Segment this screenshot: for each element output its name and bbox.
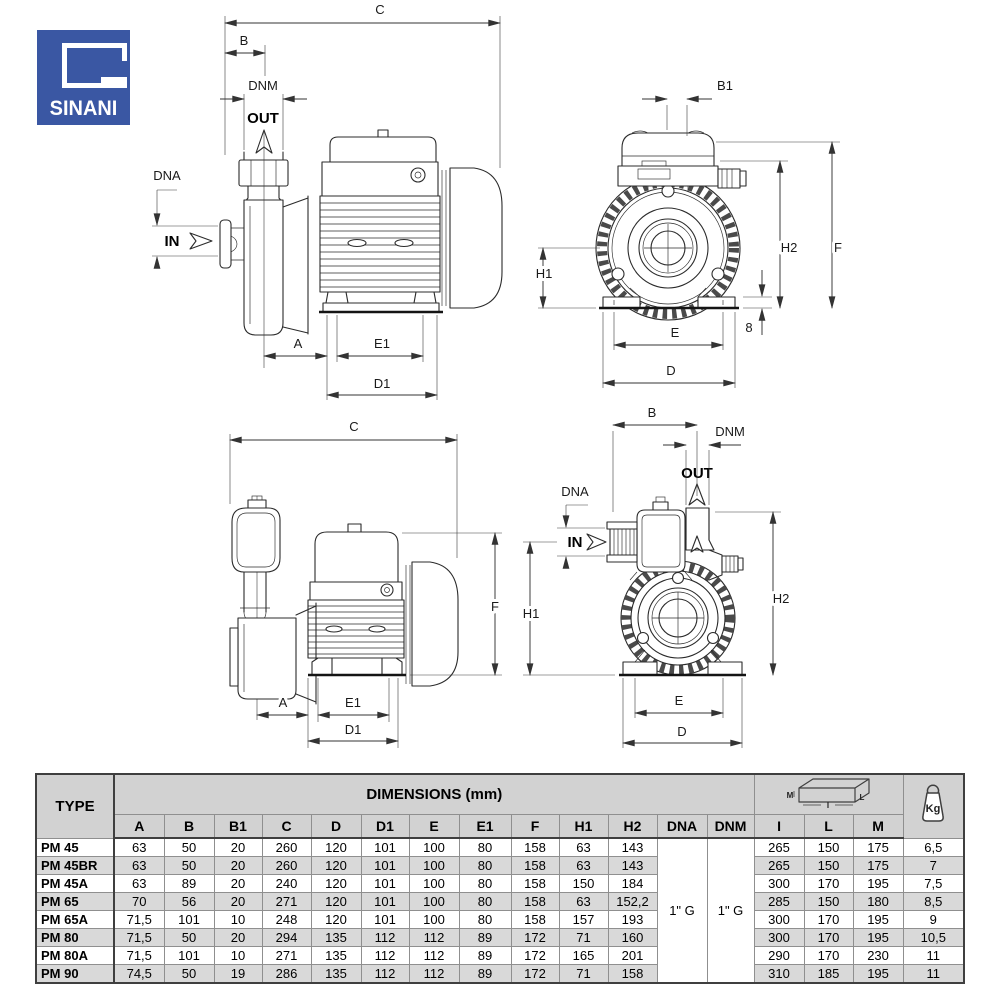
dim-value-cell: 150 (559, 875, 608, 893)
dim-label-dnm: DNM (715, 424, 745, 439)
dim-label-e: E (670, 325, 680, 340)
package-value-cell: 170 (804, 911, 853, 929)
col-header-f: F (511, 815, 559, 839)
col-header-h1: H1 (559, 815, 608, 839)
package-value-cell: 170 (804, 875, 853, 893)
package-value-cell: 150 (804, 857, 853, 875)
col-header-a: A (114, 815, 164, 839)
dim-label-dna: DNA (153, 168, 181, 183)
dim-label-e1: E1 (345, 695, 361, 710)
dim-label-h1: H1 (522, 606, 540, 621)
dim-value-cell: 71,5 (114, 929, 164, 947)
table-row (36, 929, 964, 947)
dim-value-cell: 20 (214, 929, 262, 947)
type-cell: PM 65 (36, 893, 114, 911)
dim-value-cell: 80 (459, 857, 511, 875)
dim-value-cell: 120 (311, 893, 361, 911)
dim-value-cell: 20 (214, 875, 262, 893)
col-header-d: D (311, 815, 361, 839)
dim-label-a: A (293, 336, 303, 351)
dim-value-cell: 158 (511, 857, 559, 875)
dimensions-table (35, 773, 965, 984)
dim-label-d: D (677, 724, 687, 739)
dim-value-cell: 101 (361, 857, 409, 875)
in-label: IN (567, 534, 583, 551)
dim-value-cell: 71,5 (114, 911, 164, 929)
dim-label-c: C (375, 2, 385, 17)
package-value-cell: 195 (853, 911, 903, 929)
dim-value-cell: 112 (409, 965, 459, 984)
col-header-b: B (164, 815, 214, 839)
dim-value-cell: 135 (311, 965, 361, 984)
dim-value-cell: 89 (459, 965, 511, 984)
dim-label-h1: H1 (535, 266, 553, 281)
pump-front-body (596, 131, 746, 320)
dim-value-cell: 172 (511, 947, 559, 965)
drawing-front-view (530, 60, 960, 410)
package-label-m: M (786, 791, 793, 800)
dim-value-cell: 100 (409, 911, 459, 929)
dim-value-cell: 71 (559, 929, 608, 947)
type-cell: PM 80A (36, 947, 114, 965)
dim-value-cell: 100 (409, 838, 459, 857)
col-header-d1: D1 (361, 815, 409, 839)
table-row (36, 875, 964, 893)
kg-value-cell: 9 (903, 911, 964, 929)
brand-name: SINANI (49, 97, 118, 120)
dim-label-b: B (647, 405, 657, 420)
col-header-e: E (409, 815, 459, 839)
dim-value-cell: 100 (409, 857, 459, 875)
col-header-dnm: DNM (707, 815, 754, 839)
package-value-cell: 175 (853, 838, 903, 857)
package-header (754, 774, 903, 815)
package-value-cell: 195 (853, 875, 903, 893)
type-cell: PM 45BR (36, 857, 114, 875)
kg-value-cell: 11 (903, 947, 964, 965)
table-body (36, 838, 964, 983)
dim-value-cell: 50 (164, 857, 214, 875)
dim-value-cell: 71 (559, 965, 608, 984)
kg-value-cell: 10,5 (903, 929, 964, 947)
drawing-side-view (130, 0, 530, 400)
kg-value-cell: 7 (903, 857, 964, 875)
dim-value-cell: 101 (164, 947, 214, 965)
dim-value-cell: 112 (361, 947, 409, 965)
dim-value-cell: 63 (114, 875, 164, 893)
dim-value-cell: 201 (608, 947, 657, 965)
dim-label-dna: DNA (561, 484, 589, 499)
col-header-h2: H2 (608, 815, 657, 839)
package-value-cell: 300 (754, 875, 804, 893)
dim-value-cell: 50 (164, 929, 214, 947)
dnm-value-cell: 1" G (707, 838, 754, 983)
dim-value-cell: 158 (511, 875, 559, 893)
dim-value-cell: 10 (214, 911, 262, 929)
package-value-cell: 170 (804, 947, 853, 965)
package-value-cell: 195 (853, 965, 903, 984)
dim-value-cell: 71,5 (114, 947, 164, 965)
dim-value-cell: 260 (262, 838, 311, 857)
kg-value-cell: 8,5 (903, 893, 964, 911)
dim-value-cell: 135 (311, 929, 361, 947)
dim-value-cell: 80 (459, 893, 511, 911)
dim-value-cell: 158 (511, 911, 559, 929)
dim-value-cell: 152,2 (608, 893, 657, 911)
package-label-l: L (859, 793, 864, 802)
dim-label-e1: E1 (374, 336, 390, 351)
dim-label-d1: D1 (373, 376, 391, 391)
drawing-front-view-selfpriming (495, 400, 960, 775)
dim-label-b: B (239, 33, 249, 48)
package-value-cell: 185 (804, 965, 853, 984)
table-row (36, 911, 964, 929)
package-value-cell: 180 (853, 893, 903, 911)
dim-label-h2: H2 (772, 591, 790, 606)
dim-value-cell: 271 (262, 893, 311, 911)
dim-value-cell: 19 (214, 965, 262, 984)
dim-label-h2: H2 (780, 240, 798, 255)
dim-value-cell: 120 (311, 911, 361, 929)
dimension-annotations (152, 2, 500, 400)
dim-value-cell: 260 (262, 857, 311, 875)
col-header-m: M (853, 815, 903, 839)
dim-value-cell: 101 (361, 911, 409, 929)
dim-value-cell: 143 (608, 838, 657, 857)
package-value-cell: 150 (804, 838, 853, 857)
dim-label-d1: D1 (344, 722, 362, 737)
dim-value-cell: 158 (511, 838, 559, 857)
dim-value-cell: 112 (361, 929, 409, 947)
dim-label-dnm: DNM (248, 78, 278, 93)
dim-value-cell: 120 (311, 838, 361, 857)
dim-value-cell: 80 (459, 838, 511, 857)
package-value-cell: 300 (754, 929, 804, 947)
dim-value-cell: 63 (559, 893, 608, 911)
col-header-b1: B1 (214, 815, 262, 839)
dim-value-cell: 112 (409, 947, 459, 965)
dim-value-cell: 89 (459, 929, 511, 947)
package-value-cell: 170 (804, 929, 853, 947)
dim-value-cell: 63 (114, 838, 164, 857)
dim-label-f: F (491, 599, 499, 614)
package-value-cell: 285 (754, 893, 804, 911)
type-cell: PM 45 (36, 838, 114, 857)
pump-side-body (220, 130, 502, 335)
kg-value-cell: 7,5 (903, 875, 964, 893)
dim-value-cell: 286 (262, 965, 311, 984)
dim-label-a: A (278, 695, 288, 710)
package-value-cell: 175 (853, 857, 903, 875)
dim-value-cell: 165 (559, 947, 608, 965)
weight-label: Kg (925, 802, 941, 815)
dim-value-cell: 143 (608, 857, 657, 875)
package-value-cell: 310 (754, 965, 804, 984)
table-row (36, 857, 964, 875)
dim-value-cell: 120 (311, 875, 361, 893)
dim-value-cell: 63 (559, 857, 608, 875)
dim-value-cell: 160 (608, 929, 657, 947)
dim-value-cell: 240 (262, 875, 311, 893)
dim-value-cell: 74,5 (114, 965, 164, 984)
dim-value-cell: 20 (214, 838, 262, 857)
in-arrow-icon (587, 534, 606, 550)
dim-value-cell: 89 (459, 947, 511, 965)
dim-value-cell: 294 (262, 929, 311, 947)
kg-value-cell: 6,5 (903, 838, 964, 857)
kg-value-cell: 11 (903, 965, 964, 984)
package-value-cell: 290 (754, 947, 804, 965)
package-value-cell: 195 (853, 929, 903, 947)
type-cell: PM 80 (36, 929, 114, 947)
dim-value-cell: 112 (409, 929, 459, 947)
dim-label-c: C (349, 419, 359, 434)
col-header-c: C (262, 815, 311, 839)
type-cell: PM 65A (36, 911, 114, 929)
dim-value-cell: 101 (361, 875, 409, 893)
table-row (36, 893, 964, 911)
out-label: OUT (681, 465, 713, 482)
dim-value-cell: 112 (361, 965, 409, 984)
pump-front-body (607, 497, 746, 675)
type-cell: PM 90 (36, 965, 114, 984)
col-header-l: L (804, 815, 853, 839)
dim-value-cell: 80 (459, 911, 511, 929)
dim-value-cell: 120 (311, 857, 361, 875)
dim-value-cell: 89 (164, 875, 214, 893)
package-icon (781, 775, 877, 809)
package-value-cell: 265 (754, 857, 804, 875)
table-row (36, 947, 964, 965)
dim-value-cell: 50 (164, 965, 214, 984)
dim-value-cell: 100 (409, 893, 459, 911)
dim-label-f: F (834, 240, 842, 255)
dim-value-cell: 193 (608, 911, 657, 929)
dim-value-cell: 70 (114, 893, 164, 911)
dim-value-cell: 63 (559, 838, 608, 857)
brand-logo (37, 30, 130, 125)
col-header-i: I (754, 815, 804, 839)
dim-value-cell: 20 (214, 857, 262, 875)
dim-value-cell: 271 (262, 947, 311, 965)
dim-value-cell: 184 (608, 875, 657, 893)
dim-label-foot: 8 (745, 320, 753, 335)
dim-value-cell: 135 (311, 947, 361, 965)
package-label-i: I (826, 801, 829, 809)
type-cell: PM 45A (36, 875, 114, 893)
dim-value-cell: 56 (164, 893, 214, 911)
dim-value-cell: 63 (114, 857, 164, 875)
dim-value-cell: 172 (511, 929, 559, 947)
dim-value-cell: 20 (214, 893, 262, 911)
dim-value-cell: 158 (511, 893, 559, 911)
in-label: IN (164, 233, 180, 250)
dna-value-cell: 1" G (657, 838, 707, 983)
type-header: TYPE (36, 774, 114, 838)
dim-value-cell: 80 (459, 875, 511, 893)
table-row (36, 838, 964, 857)
pump-side-body (230, 496, 458, 720)
col-header-dna: DNA (657, 815, 707, 839)
dim-value-cell: 10 (214, 947, 262, 965)
dim-label-b1: B1 (717, 78, 733, 93)
weight-header (903, 774, 964, 838)
dim-value-cell: 157 (559, 911, 608, 929)
dim-value-cell: 248 (262, 911, 311, 929)
package-value-cell: 150 (804, 893, 853, 911)
dim-label-d: D (666, 363, 676, 378)
out-label: OUT (247, 110, 279, 127)
dim-value-cell: 101 (361, 893, 409, 911)
dim-value-cell: 50 (164, 838, 214, 857)
dim-value-cell: 172 (511, 965, 559, 984)
weight-icon (916, 783, 950, 825)
drawing-side-view-selfpriming (180, 400, 540, 760)
dim-label-e: E (674, 693, 684, 708)
dim-value-cell: 101 (361, 838, 409, 857)
dim-value-cell: 158 (608, 965, 657, 984)
dim-value-cell: 100 (409, 875, 459, 893)
col-header-e1: E1 (459, 815, 511, 839)
package-value-cell: 230 (853, 947, 903, 965)
dimensions-header: DIMENSIONS (mm) (114, 774, 754, 815)
dim-value-cell: 101 (164, 911, 214, 929)
package-value-cell: 300 (754, 911, 804, 929)
in-arrow-icon (190, 233, 212, 249)
package-value-cell: 265 (754, 838, 804, 857)
table-row (36, 965, 964, 984)
